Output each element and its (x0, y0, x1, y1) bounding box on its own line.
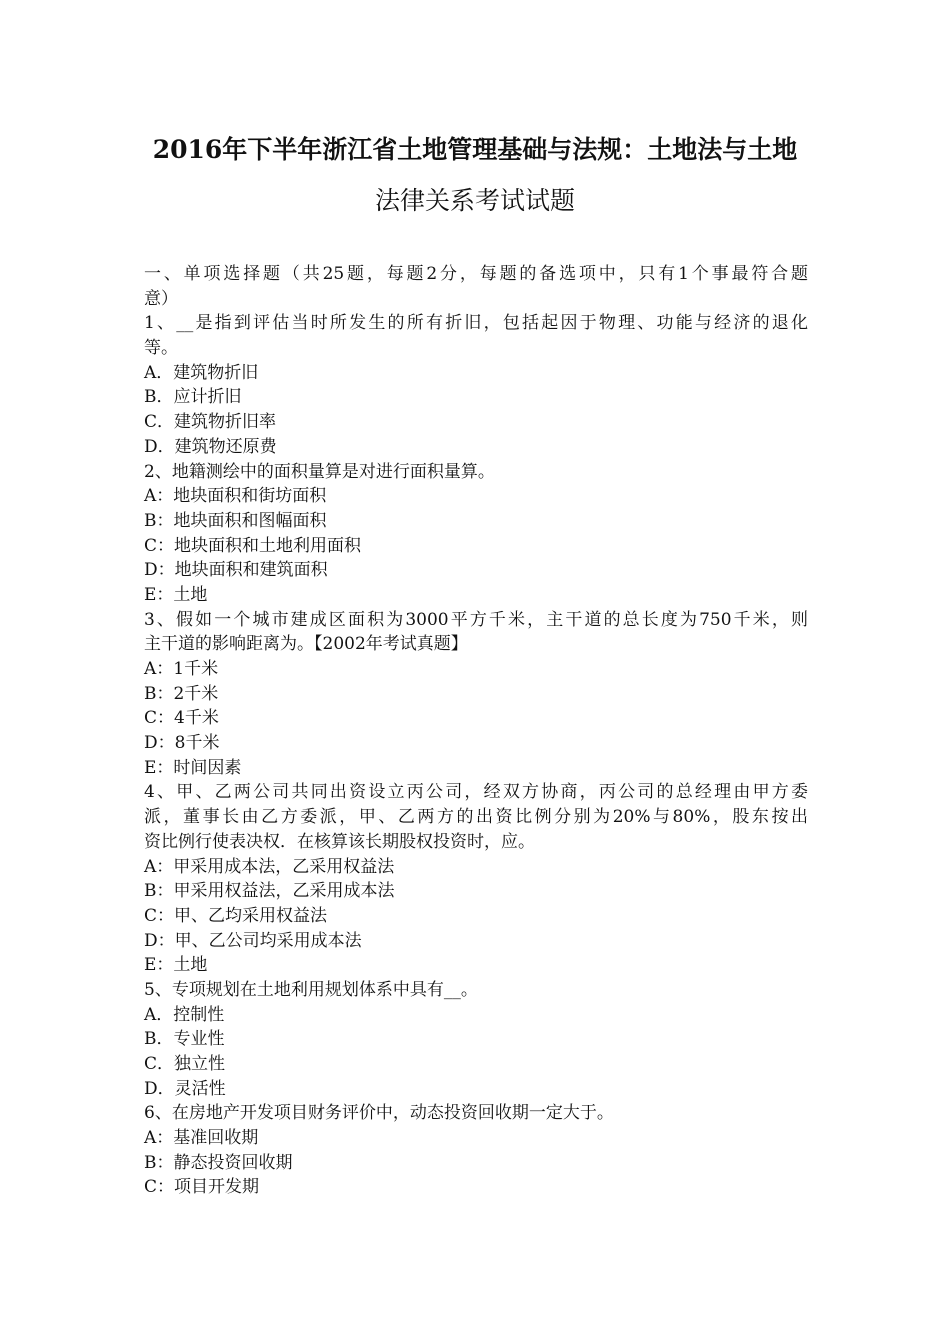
document-title-line-1: 2016年下半年浙江省土地管理基础与法规：土地法与土地 (152, 135, 798, 164)
text-line: 3、假如一个城市建成区面积为3000平方千米，主干道的总长度为750千米，则 (144, 609, 808, 630)
text-line: A．控制性 (144, 1004, 225, 1025)
text-line: C：4千米 (144, 708, 219, 729)
text-line: 等。 (144, 338, 178, 359)
text-line: D．灵活性 (144, 1078, 226, 1099)
text-line: D：甲、乙公司均采用成本法 (144, 930, 362, 951)
text-line: B：静态投资回收期 (144, 1152, 293, 1173)
text-line: 4、甲、乙两公司共同出资设立丙公司，经双方协商，丙公司的总经理由甲方委 (144, 782, 808, 803)
text-line: B：2千米 (144, 683, 219, 704)
text-line: C：项目开发期 (144, 1177, 260, 1198)
text-line: 6、在房地产开发项目财务评价中，动态投资回收期一定大于。 (144, 1103, 614, 1124)
text-line: 5、专项规划在土地利用规划体系中具有__。 (144, 979, 478, 1000)
text-line: B．专业性 (144, 1029, 225, 1050)
text-line: D：地块面积和建筑面积 (144, 560, 328, 581)
text-line: 意） (144, 288, 178, 309)
text-line: C．建筑物折旧率 (144, 412, 277, 433)
text-line: E：土地 (144, 584, 208, 605)
text-line: A：1千米 (144, 659, 219, 679)
text-line: B：甲采用权益法，乙采用成本法 (144, 881, 395, 902)
text-line: 资比例行使表决权．在核算该长期股权投资时，应。 (144, 831, 535, 852)
document-body (144, 262, 808, 1200)
text-line: A．建筑物折旧 (144, 362, 259, 383)
text-line: 主干道的影响距离为。【2002年考试真题】 (144, 634, 468, 655)
text-line: 2、地籍测绘中的面积量算是对进行面积量算。 (144, 461, 495, 482)
text-line: D．建筑物还原费 (144, 436, 277, 457)
text-line: C：地块面积和土地利用面积 (144, 535, 362, 556)
text-line: 一、单项选择题（共25题，每题2分，每题的备选项中，只有1个事最符合题 (144, 264, 808, 284)
document-title-line-2: 法律关系考试试题 (374, 186, 575, 215)
text-line: 1、__是指到评估当时所发生的所有折旧，包括起因于物理、功能与经济的退化 (144, 313, 808, 334)
text-line: C．独立性 (144, 1054, 226, 1074)
text-line: A：地块面积和街坊面积 (144, 486, 327, 507)
text-line: E：时间因素 (144, 757, 242, 778)
text-line: C：甲、乙均采用权益法 (144, 905, 328, 926)
text-line: A：基准回收期 (144, 1128, 259, 1149)
text-line: B．应计折旧 (144, 387, 242, 408)
text-line: A：甲采用成本法，乙采用权益法 (144, 856, 395, 877)
text-line: 派，董事长由乙方委派，甲、乙两方的出资比例分别为20%与80%，股东按出 (144, 807, 808, 828)
text-line: D：8千米 (144, 733, 220, 754)
text-line: B：地块面积和图幅面积 (144, 510, 327, 531)
text-line: E：土地 (144, 955, 208, 976)
